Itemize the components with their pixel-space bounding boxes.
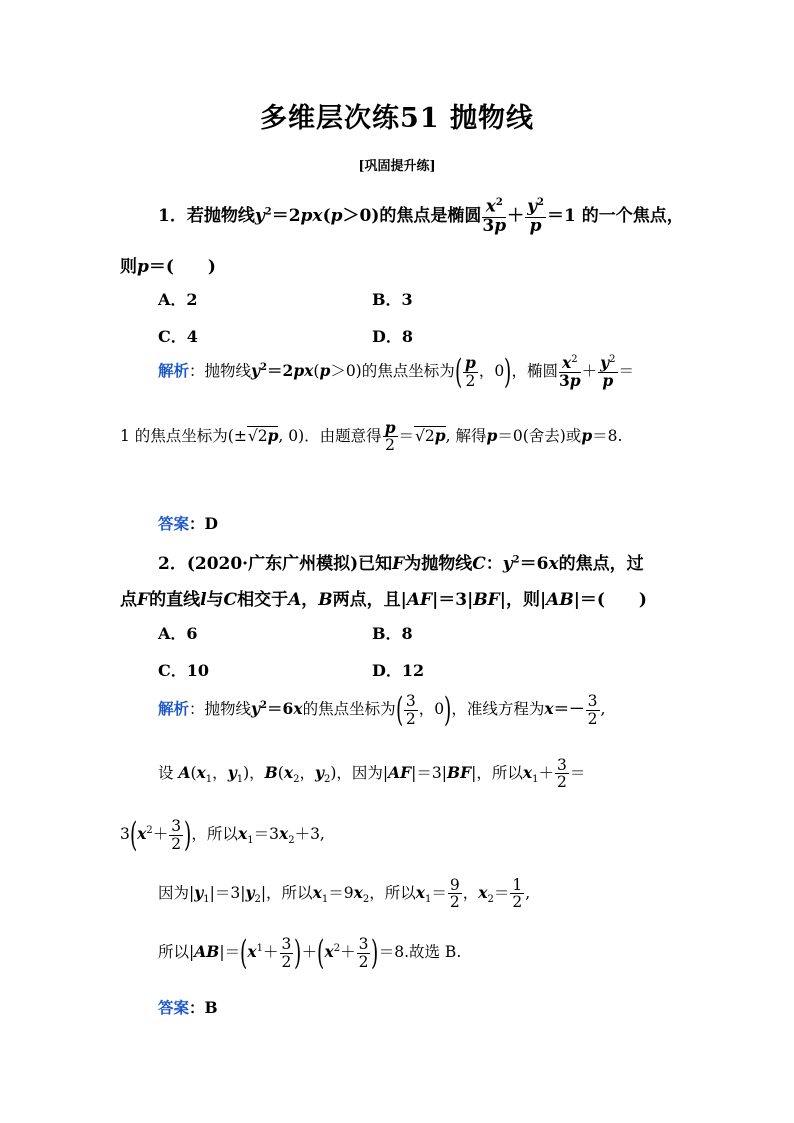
- section-label: [巩固提升练]: [358, 159, 436, 174]
- q1-stem-line1: 1．若抛物线$y^2=2px(p>0)$的焦点是椭圆 $\frac{x^2}{3p}$ ＋ $\frac{y^2}{p}$ ＝1 的一个焦点，: [158, 196, 684, 236]
- q2-stem-line1: 2．(2020·广东广州模拟)已知F为抛物线C：$y^2=6x$的焦点，过: [158, 554, 644, 574]
- q2-answer-label: 答案: [158, 998, 190, 1017]
- q1-option-a[interactable]: A．2: [158, 290, 198, 309]
- q1-solution-line2: 1 的焦点坐标为(±√2p, 0)．由题意得 $\frac{p}{2}$ ＝√2p, 解得p＝0(舍去)或p＝8.: [120, 418, 623, 455]
- q1-answer-label: 答案: [158, 514, 190, 533]
- q1-solution-label: 解析: [158, 361, 190, 380]
- q1-frac-y2-p: $\frac{y^2}{p}$: [527, 196, 544, 236]
- q2-answer: 答案：B: [158, 998, 218, 1017]
- q2-stem-line2: 点F的直线l与C相交于A，B两点，且|AF|＝3|BF|，则|AB|＝( ): [120, 590, 647, 610]
- q1-solution-line1: 解析：抛物线$y^2=2px(p>0)$的焦点坐标为( $\frac{p}{2}$ ，0)，椭圆 $\frac{x^2}{3p}$ ＋ $\frac{y^2}{p}$ ＝: [158, 352, 635, 392]
- q2-solution-line3: $3(x^2+$ $\frac{3}{2}$ )，所以$x_1=3x_2+3$,: [120, 815, 325, 855]
- q2-option-c[interactable]: C．10: [158, 661, 210, 680]
- q2-solution-line1: 解析：抛物线$y^2=6x$的焦点坐标为( $\frac{3}{2}$ ，0)，准线方程为x＝－ $\frac{3}{2}$ ,: [158, 690, 606, 730]
- q2-solution-line2: 设 $A(x_1$，$y_1$)，$B(x_2$，$y_2$)，因为|AF|＝3|BF|，所以$x_1+$ $\frac{3}{2}$ ＝: [158, 756, 586, 792]
- q1-option-d[interactable]: D．8: [372, 327, 414, 346]
- q1-option-b[interactable]: B．3: [372, 290, 413, 309]
- q1-option-c[interactable]: C．4: [158, 327, 198, 346]
- q2-option-a[interactable]: A．6: [158, 624, 198, 643]
- q2-option-b[interactable]: B．8: [372, 624, 413, 643]
- q2-solution-line5: 所以$|AB|=(x^1+$ $\frac{3}{2}$ )$+(x^2+$ $\frac{3}{2}$ )＝8.故选 B.: [158, 933, 462, 973]
- page-title: 多维层次练51 抛物线: [260, 103, 534, 134]
- q2-solution-label: 解析: [158, 699, 190, 718]
- q1-answer: 答案：D: [158, 514, 218, 533]
- q2-solution-line4: 因为$|y_1|=3|y_2|$，所以$x_1=9x_2$，所以$x_1=$ $\frac{9}{2}$ ，$x_2=$ $\frac{1}{2}$ ,: [158, 876, 531, 912]
- q1-stem-line2: 则p＝( ): [120, 257, 216, 277]
- q1-frac-x2-3p: $\frac{x^2}{3p}$: [482, 196, 507, 236]
- q2-option-d[interactable]: D．12: [372, 661, 425, 680]
